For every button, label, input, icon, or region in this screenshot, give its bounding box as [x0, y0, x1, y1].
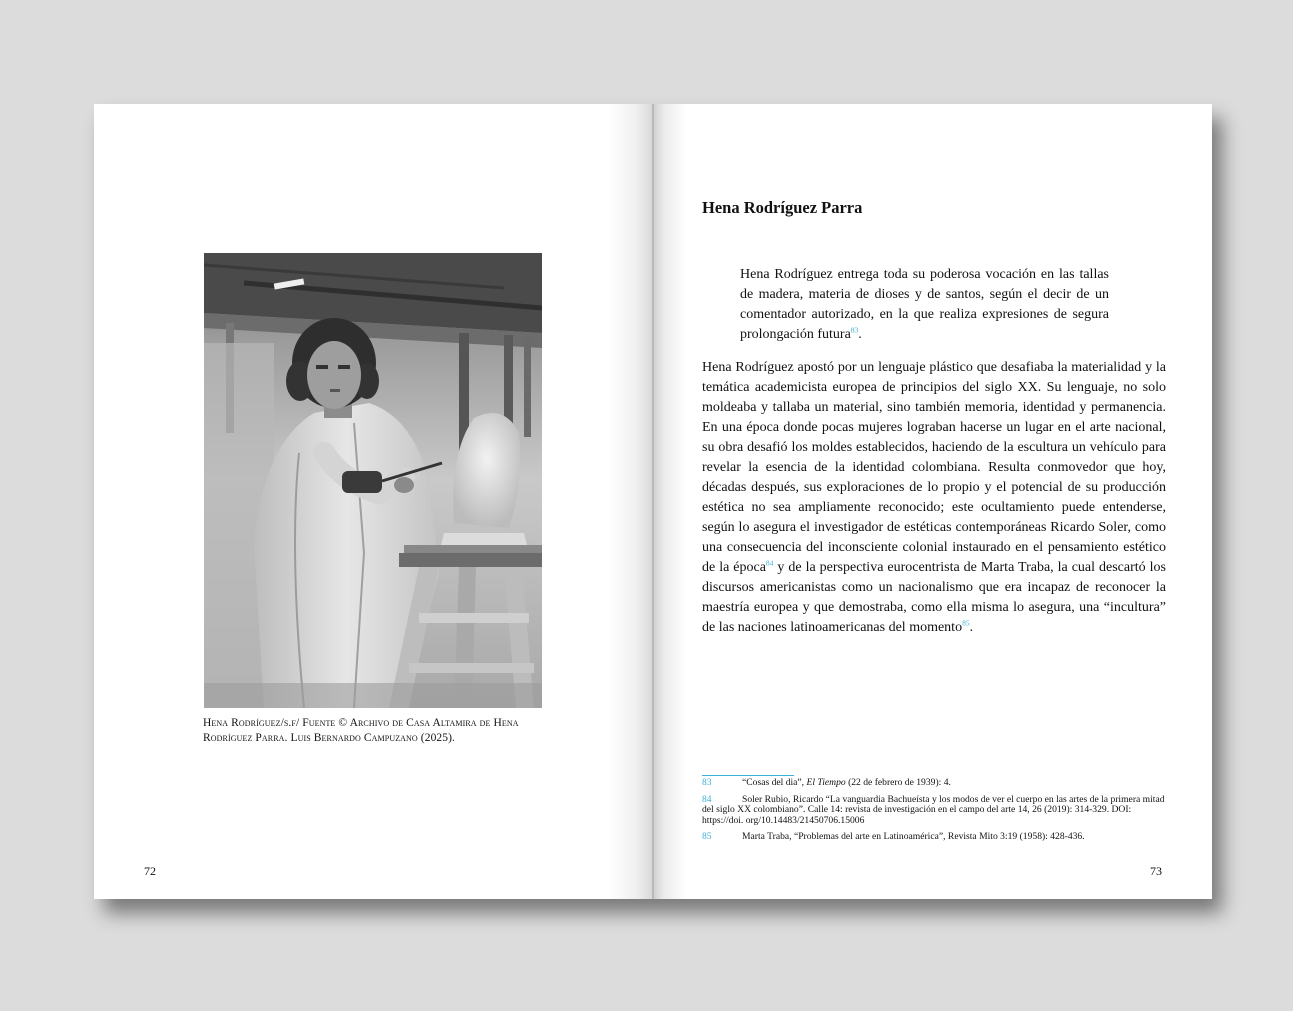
footnote-ref-83[interactable]: 83: [850, 325, 859, 335]
body-end: .: [969, 620, 974, 635]
quote-text: Hena Rodríguez entrega toda su poderosa vocación en las tallas de madera, materia de dioses y de santos, según el decir de un comentador autorizado, en la que realiza expresiones de segura prolongación futura: [740, 267, 1109, 342]
footnote-ref-85[interactable]: 85: [962, 618, 970, 628]
page-number-left: 72: [144, 864, 156, 878]
sculptor-photograph: [204, 253, 542, 708]
photo-caption: Hena Rodríguez/s.f/ Fuente © Archivo de Casa Altamira de Hena Rodríguez Parra. Luis Bernardo Campuzano (2025).: [203, 717, 519, 744]
book-spread: [94, 104, 1212, 899]
footnote-text: Soler Rubio, Ricardo “La vanguardia Bachueísta y los modos de ver el cuerpo en las artes de la primera mitad del siglo XX colombiano”. Calle 14: revista de investigación en el campo del arte 14, 26 (2019): 314-329. DOI: https://doi. org/10.14483/21450706.15006: [702, 793, 1165, 826]
footnote-85: [702, 832, 1168, 843]
page-number-right: 73: [1150, 864, 1162, 878]
footnote-text: “Cosas del dia”,: [742, 777, 807, 788]
block-quote: [740, 265, 1109, 345]
footnote-text-after: (22 de febrero de 1939): 4.: [845, 777, 951, 788]
footnote-italic: El Tiempo: [806, 777, 846, 788]
body-paragraph: [702, 358, 1166, 638]
footnote-text: Marta Traba, “Problemas del arte en Latinoamérica”, Revista Mito 3:19 (1958): 428-436.: [742, 831, 1085, 842]
footnote-divider: [702, 775, 794, 776]
footnote-number: 85: [702, 831, 712, 842]
left-page: [94, 104, 653, 899]
footnote-number: 83: [702, 777, 712, 788]
body-text-part2: y de la perspectiva eurocentrista de Marta Traba, la cual descartó los discursos americanistas como un nacionalismo que era incapaz de reconocer la maestría europea y que demostraba, como ella misma lo asegura, una “incultura” de las naciones latinoamericanas del momento: [702, 560, 1166, 635]
footnote-83: [702, 778, 1168, 789]
body-text-part1: Hena Rodríguez apostó por un lenguaje plástico que desafiaba la materialidad y la temática academicista europea de principios del siglo XX. Su lenguaje, no solo moldeaba y tallaba un material, sino también memoria, identidad y permanencia. En una época donde pocas mujeres lograban hacerse un lugar en el arte nacional, su obra desafió los moldes establecidos, haciendo de la escultura un vehículo para revelar la esencia de la identidad colombiana. Resulta conmovedor que hoy, décadas después, sus exploraciones de lo propio y el potencial de su producción estética no sea ampliamente reconocido; este ocultamiento puede entenderse, según lo asegura el investigador de estéticas contemporáneas Ricardo Soler, como una consecuencia del inconsciente colonial instaurado en el pensamiento estético de la época: [702, 360, 1166, 575]
sculptor-photo-drawing: [204, 253, 542, 708]
footnote-ref-84[interactable]: 84: [765, 558, 774, 568]
quote-end: .: [858, 327, 862, 342]
footnotes: [702, 778, 1168, 849]
book-gutter: [652, 104, 654, 899]
section-heading: Hena Rodríguez Parra: [702, 198, 863, 217]
right-page: [653, 104, 1212, 899]
footnote-number: 84: [702, 793, 712, 805]
footnote-84: [702, 795, 1168, 827]
